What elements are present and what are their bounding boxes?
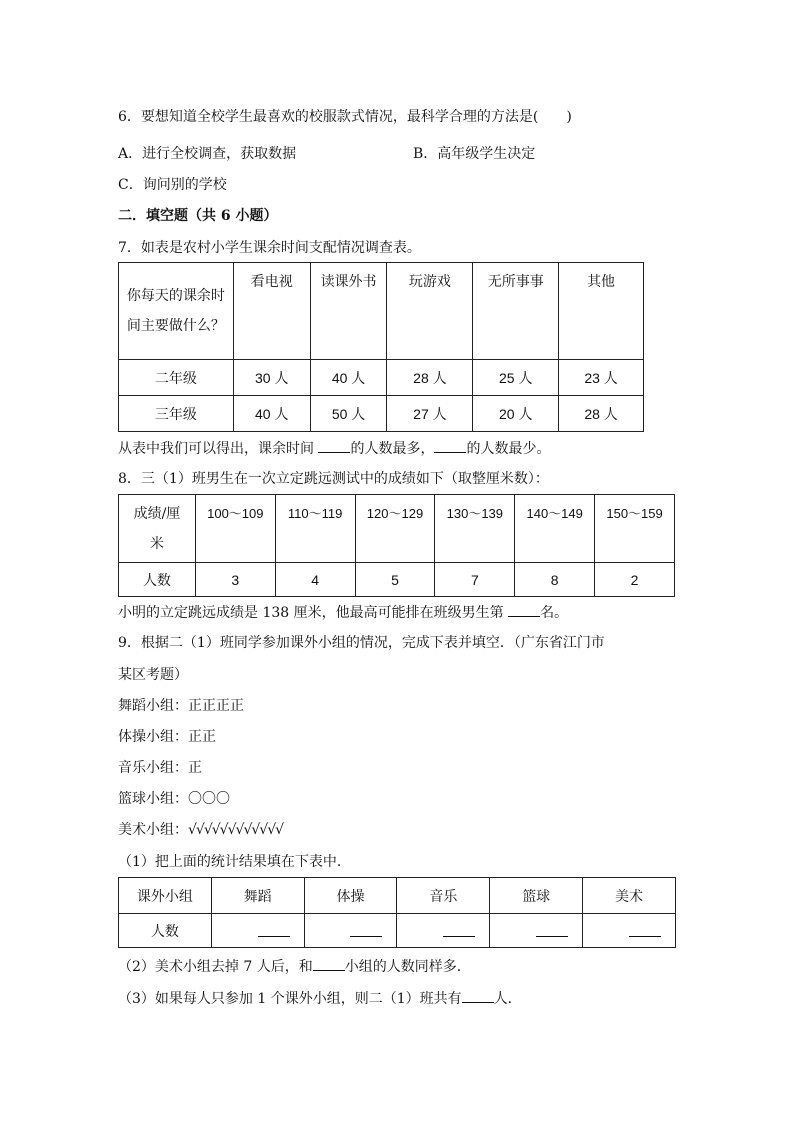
- q6-question: 6．要想知道全校学生最喜欢的校服款式情况，最科学合理的方法是( ): [118, 109, 572, 125]
- answer-blank[interactable]: [508, 602, 540, 617]
- table-cell: 3: [195, 563, 275, 597]
- q9-sub2: [118, 956, 471, 977]
- q9-col-header: 体操: [304, 878, 397, 914]
- q7-col-header: 玩游戏: [387, 263, 473, 360]
- table-cell: 25 人: [473, 360, 559, 396]
- answer-blank[interactable]: [318, 438, 350, 453]
- table-cell: 2: [595, 563, 675, 597]
- q9-col-header: 美术: [583, 878, 676, 914]
- answer-blank[interactable]: [443, 922, 475, 937]
- answer-blank[interactable]: [462, 988, 494, 1003]
- q9-group-music: [118, 758, 202, 778]
- q8-header-row: [119, 495, 675, 563]
- q7-row-label: 三年级: [119, 396, 234, 432]
- q9-sub2-a: （2）美术小组去掉 7 人后，和: [118, 959, 313, 975]
- q7-header-question: 你每天的课余时间主要做什么？: [119, 263, 234, 360]
- q8-range-header: 150～159: [595, 495, 675, 563]
- table-cell: 4: [275, 563, 355, 597]
- q9-sub3-b: 人．: [493, 991, 522, 1007]
- table-row: [119, 563, 675, 597]
- q7-followup-a: 从表中我们可以得出，课余时间: [118, 441, 319, 457]
- answer-blank[interactable]: [350, 922, 382, 937]
- group-label: 音乐小组：: [118, 760, 188, 776]
- table-cell: 30 人: [233, 360, 310, 396]
- q6-option-c: C．询问别的学校: [118, 177, 227, 193]
- q9-sub2-b: 小组的人数同样多．: [344, 959, 471, 975]
- answer-blank[interactable]: [434, 438, 466, 453]
- q7-table: [118, 262, 644, 432]
- q9-sub1: （1）把上面的统计结果填在下表中．: [118, 854, 351, 870]
- q8-question: 8．三（1）班男生在一次立定跳远测试中的成绩如下（取整厘米数）：: [118, 471, 549, 487]
- table-cell: 5: [355, 563, 435, 597]
- q7-col-header: 读课外书: [310, 263, 387, 360]
- table-cell: [211, 914, 304, 948]
- table-cell: 28 人: [387, 360, 473, 396]
- q8-followup-a: 小明的立定跳远成绩是 138 厘米，他最高可能排在班级男生第: [118, 605, 509, 621]
- group-label: 美术小组：: [118, 822, 188, 838]
- q9-col-header: 音乐: [397, 878, 490, 914]
- q8-range-header: 100～109: [195, 495, 275, 563]
- table-cell: 40 人: [233, 396, 310, 432]
- table-cell: 20 人: [473, 396, 559, 432]
- section-title: 二．填空题（共 6 小题）: [118, 208, 278, 224]
- q9-sub3: [118, 988, 522, 1009]
- tally-marks: 正: [188, 760, 202, 776]
- q8-range-header: 110～119: [275, 495, 355, 563]
- q8-count-label: 人数: [119, 563, 196, 597]
- table-cell: 23 人: [559, 360, 644, 396]
- q8-range-header: 120～129: [355, 495, 435, 563]
- group-label: 篮球小组：: [118, 791, 188, 807]
- table-cell: 50 人: [310, 396, 387, 432]
- table-row: [119, 914, 676, 948]
- q9-group-basketball: [118, 789, 230, 809]
- q9-sub3-a: （3）如果每人只参加 1 个课外小组，则二（1）班共有: [118, 991, 462, 1007]
- q8-range-header: 140～149: [515, 495, 595, 563]
- tally-marks: 正正正正: [188, 698, 244, 714]
- answer-blank[interactable]: [258, 922, 290, 937]
- table-cell: [304, 914, 397, 948]
- table-cell: [490, 914, 583, 948]
- q9-group-gym: [118, 727, 216, 747]
- q9-question-line1: 9．根据二（1）班同学参加课外小组的情况，完成下表并填空．（广东省江门市: [118, 635, 605, 651]
- tally-marks: 〇〇〇: [188, 791, 230, 807]
- table-cell: 28 人: [559, 396, 644, 432]
- q8-followup: [118, 602, 568, 623]
- q7-question: 7．如表是农村小学生课余时间支配情况调查表。: [118, 240, 421, 256]
- group-label: 舞蹈小组：: [118, 698, 188, 714]
- tally-marks: 正正: [188, 729, 216, 745]
- q7-col-header: 看电视: [233, 263, 310, 360]
- answer-blank[interactable]: [629, 922, 661, 937]
- table-cell: 27 人: [387, 396, 473, 432]
- q9-count-label: 人数: [119, 914, 212, 948]
- q7-followup: [118, 438, 550, 459]
- tally-marks: √√√√√√√√√√√√: [188, 822, 284, 838]
- answer-blank[interactable]: [536, 922, 568, 937]
- q7-header-row: [119, 263, 644, 360]
- answer-blank[interactable]: [313, 956, 345, 971]
- q9-table: [118, 877, 676, 948]
- q9-group-art: [118, 820, 283, 840]
- q9-col-header: 舞蹈: [211, 878, 304, 914]
- q8-range-header: 130～139: [435, 495, 515, 563]
- table-cell: [397, 914, 490, 948]
- table-cell: [583, 914, 676, 948]
- q6-option-a: A．进行全校调查，获取数据: [118, 146, 297, 162]
- q8-followup-b: 名。: [540, 605, 569, 621]
- table-cell: 8: [515, 563, 595, 597]
- q7-followup-b: 的人数最多，: [350, 441, 435, 457]
- q8-table: [118, 494, 675, 597]
- table-cell: 7: [435, 563, 515, 597]
- q7-followup-c: 的人数最少。: [466, 441, 551, 457]
- q7-row-label: 二年级: [119, 360, 234, 396]
- table-row: [119, 396, 644, 432]
- q7-col-header: 其他: [559, 263, 644, 360]
- q9-header-row: [119, 878, 676, 914]
- group-label: 体操小组：: [118, 729, 188, 745]
- q9-group-dance: [118, 696, 244, 716]
- table-row: [119, 360, 644, 396]
- q9-header-label: 课外小组: [119, 878, 212, 914]
- q9-col-header: 篮球: [490, 878, 583, 914]
- q6-option-b: B．高年级学生决定: [413, 146, 536, 162]
- table-cell: 40 人: [310, 360, 387, 396]
- q7-col-header: 无所事事: [473, 263, 559, 360]
- q9-question-line2: 某区考题）: [118, 667, 188, 683]
- q8-header-label: 成绩/厘米: [119, 495, 196, 563]
